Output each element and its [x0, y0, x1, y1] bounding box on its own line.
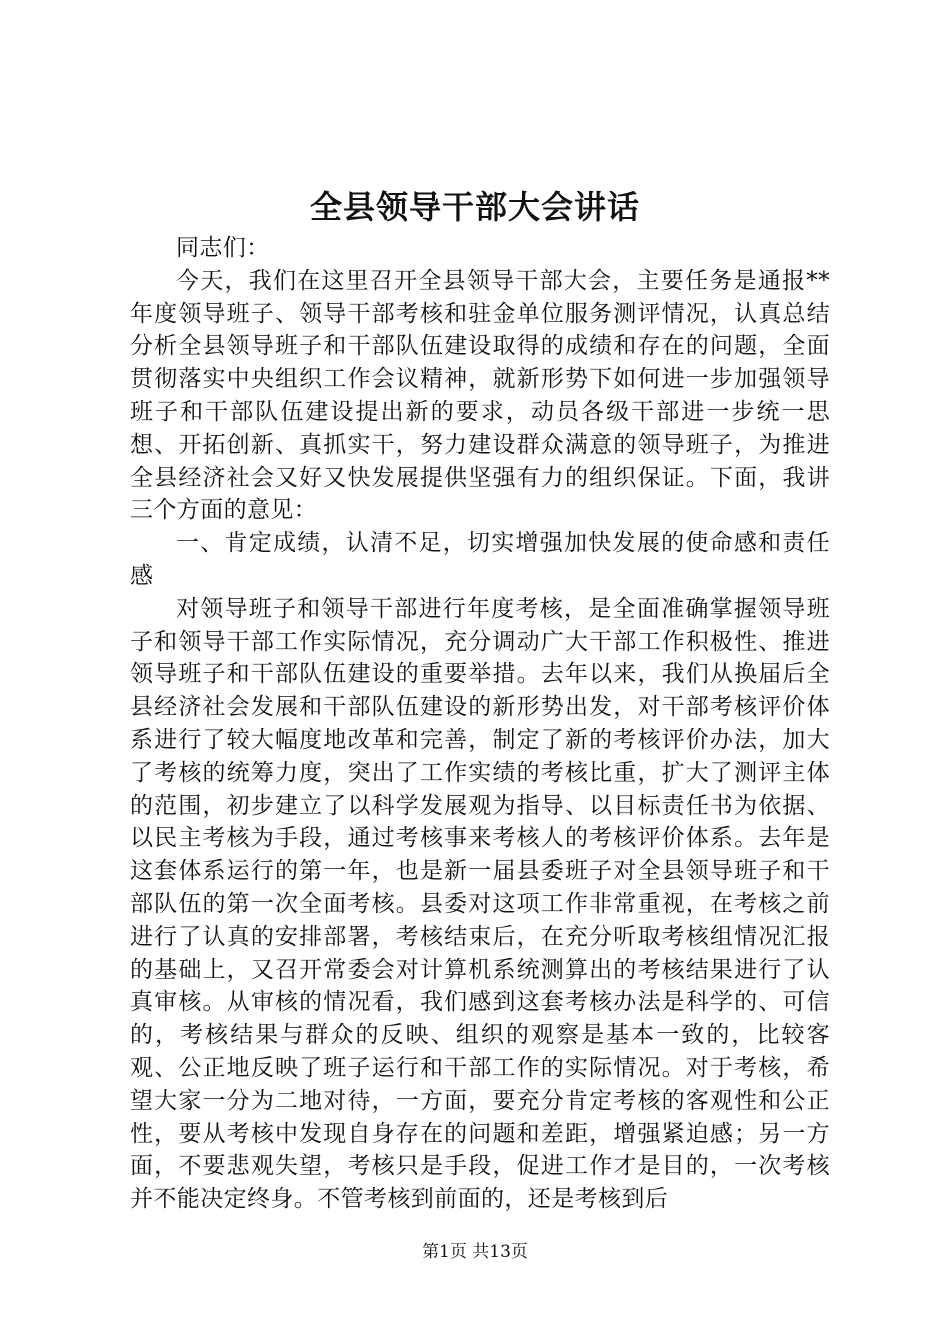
section-heading-1: 一、肯定成绩，认清不足，切实增强加快发展的使命感和责任感	[130, 530, 830, 589]
body-paragraph: 对领导班子和领导干部进行年度考核，是全面准确掌握领导班子和领导干部工作实际情况，充分调动广大干部工作积极性、推进领导班子和干部队伍建设的重要举措。去年以来，我们从换届后全县经济社会发展和干部队伍建设的新形势出发，对干部考核评价体系进行了较大幅度地改革和完善，制定了新的考核评价办法，加大了考核的统筹力度，突出了工作实绩的考核比重，扩大了测评主体的范围，初步建立了以科学发展观为指导、以目标责任书为依据、以民主考核为手段，通过考核事来考核人的考核评价体系。去年是这套体系运行的第一年，也是新一届县委班子对全县领导班子和干部队伍的第一次全面考核。县委对这项工作非常重视，在考核之前进行了认真的安排部署，考核结束后，在充分听取考核组情况汇报的基础上，又召开常委会对计算机系统测算出的考核结果进行了认真审核。从审核的情况看，我们感到这套考核办法是科学的、可信的，考核结果与群众的反映、组织的观察是基本一致的，比较客观、公正地反映了班子运行和干部工作的实际情况。对于考核，希望大家一分为二地对待，一方面，要充分肯定考核的客观性和公正性，要从考核中发现自身存在的问题和差距，增强紧迫感；另一方面，不要悲观失望，考核只是手段，促进工作才是目的，一次考核并不能决定终身。不管考核到前面的，还是考核到后	[130, 595, 830, 1213]
intro-paragraph: 今天，我们在这里召开全县领导干部大会，主要任务是通报**年度领导班子、领导干部考核和驻金单位服务测评情况，认真总结分析全县领导班子和干部队伍建设取得的成绩和存在的问题，全面贯彻落实中央组织工作会议精神，就新形势下如何进一步加强领导班子和干部队伍建设提出新的要求，动员各级干部进一步统一思想、开拓创新、真抓实干，努力建设群众满意的领导班子，为推进全县经济社会又好又快发展提供坚强有力的组织保证。下面，我讲三个方面的意见：	[130, 267, 830, 524]
document-body	[130, 232, 830, 1216]
salutation-paragraph: 同志们：	[176, 235, 270, 261]
document-title: 全县领导干部大会讲话	[309, 188, 640, 226]
page-number-footer: 第1页 共13页	[422, 1242, 528, 1262]
